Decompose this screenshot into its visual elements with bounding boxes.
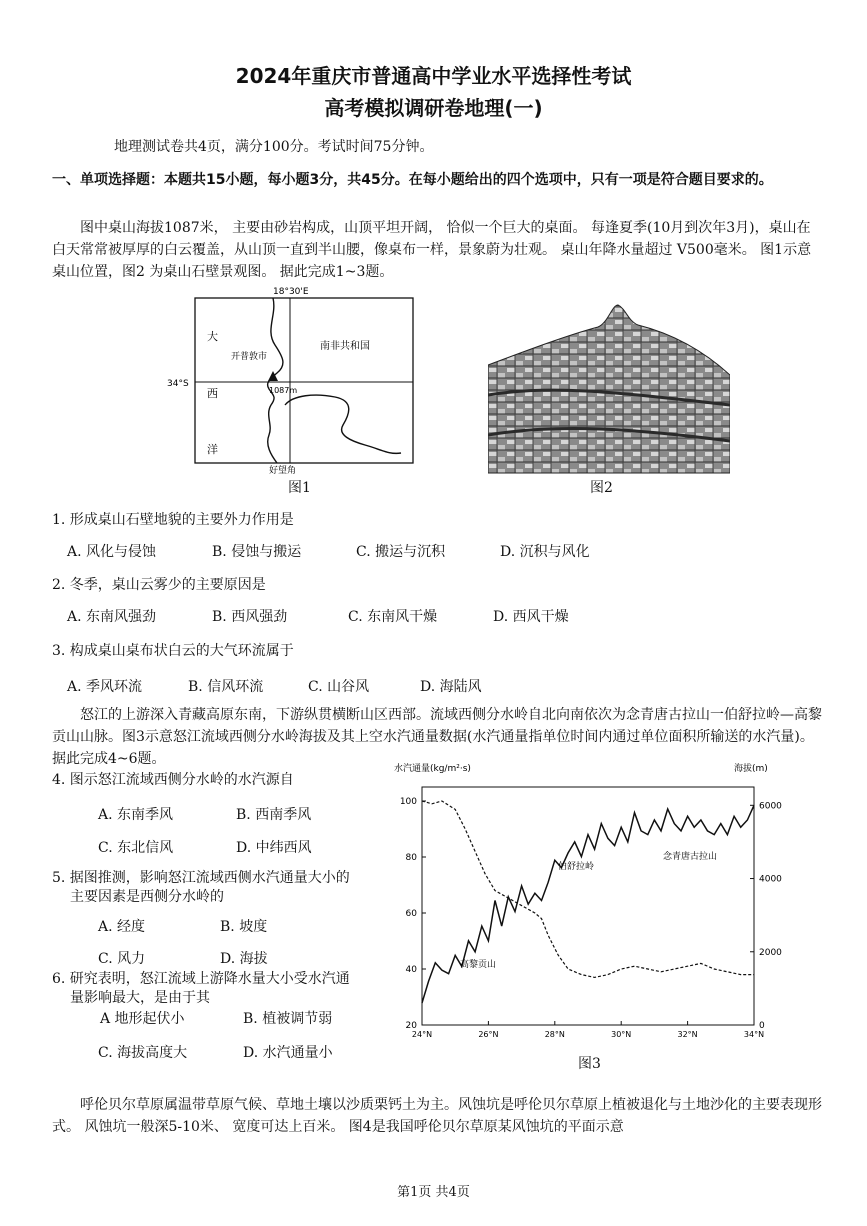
map-city-label: 开普敦市 bbox=[231, 352, 268, 362]
figure-2-caption: 图2 bbox=[590, 480, 613, 496]
map-ocean-char-3: 洋 bbox=[207, 443, 218, 456]
q3-option-d[interactable]: D. 海陆风 bbox=[420, 679, 482, 695]
q2-option-b[interactable]: B. 西风强劲 bbox=[212, 609, 288, 625]
series-elevation-line bbox=[422, 805, 754, 1003]
exam-title: 2024年重庆市普通高中学业水平选择性考试 bbox=[235, 64, 632, 88]
y-right-tick-label: 2000 bbox=[759, 947, 782, 958]
figure-1-caption: 图1 bbox=[288, 480, 311, 496]
chart-right-axis-label: 海拔(m) bbox=[734, 764, 768, 774]
y-left-tick-label: 20 bbox=[405, 1021, 417, 1031]
map-lat-label: 34°S bbox=[167, 379, 189, 389]
map-peak-label: 1087m bbox=[269, 386, 298, 395]
y-left-tick-label: 60 bbox=[405, 909, 417, 919]
annotation-boshula: 伯舒拉岭 bbox=[558, 862, 595, 872]
q1-option-d[interactable]: D. 沉积与风化 bbox=[500, 544, 590, 560]
q2-option-c[interactable]: C. 东南风干燥 bbox=[348, 609, 438, 625]
q5-option-b[interactable]: B. 坡度 bbox=[220, 919, 268, 935]
passage-table-mountain: 图中桌山海拔1087米， 主要由砂岩构成，山顶平坦开阔， 恰似一个巨大的桌面。 每逢夏季(10月到次年3月)，桌山在白天常常被厚厚的白云覆盖，从山顶一直到半山腰，像桌布一样，景象蔚为壮观。 桌山年降水量超过 V500毫米。 图1示意桌山位置，图2 为桌山石壁景观图。 据此完成1~3题。 bbox=[52, 220, 812, 280]
y-right-tick-label: 4000 bbox=[759, 874, 782, 885]
exam-intro: 地理测试卷共4页，满分100分。考试时间75分钟。 bbox=[114, 139, 434, 155]
x-tick-label: 34°N bbox=[743, 1030, 765, 1039]
exam-subtitle: 高考模拟调研卷地理(一) bbox=[324, 96, 543, 120]
q1-option-b[interactable]: B. 侵蚀与搬运 bbox=[212, 544, 302, 560]
question-4-stem: 4. 图示怒江流域西侧分水岭的水汽源自 bbox=[52, 772, 294, 788]
passage-hulunbuir: 呼伦贝尔草原属温带草原气候、草地土壤以沙质栗钙土为主。风蚀坑是呼伦贝尔草原上植被退化与土地沙化的主要表现形式。 风蚀坑一般深5-10米、 宽度可达上百米。 图4是我国呼伦贝尔草原某风蚀坑的平面示意 bbox=[52, 1097, 822, 1135]
question-5-stem-line2: 主要因素是西侧分水岭的 bbox=[70, 889, 224, 905]
q2-option-d[interactable]: D. 西风干燥 bbox=[493, 609, 569, 625]
q2-option-a[interactable]: A. 东南风强劲 bbox=[67, 609, 157, 625]
x-tick-label: 30°N bbox=[611, 1030, 632, 1039]
y-left-tick-label: 40 bbox=[405, 965, 417, 975]
map-country-label: 南非共和国 bbox=[320, 341, 370, 352]
x-tick-label: 28°N bbox=[544, 1030, 565, 1039]
annotation-gaoligongshan: 高黎贡山 bbox=[460, 960, 497, 970]
annotation-nyenchen-tanglha: 念青唐古拉山 bbox=[663, 852, 718, 862]
chart-left-axis-label: 水汽通量(kg/m²·s) bbox=[394, 764, 471, 774]
q4-option-c[interactable]: C. 东北信风 bbox=[98, 840, 174, 856]
figure-2-photo bbox=[488, 295, 730, 475]
question-3-stem: 3. 构成桌山桌布状白云的大气环流属于 bbox=[52, 643, 294, 659]
section-heading: 一、单项选择题：本题共15小题，每小题3分，共45分。在每小题给出的四个选项中，只有一项是符合题目要求的。 bbox=[52, 172, 773, 188]
x-tick-label: 26°N bbox=[478, 1030, 499, 1039]
map-ocean-char-2: 西 bbox=[207, 387, 218, 400]
y-left-tick-label: 80 bbox=[405, 853, 417, 863]
q3-option-b[interactable]: B. 信风环流 bbox=[188, 679, 264, 695]
question-1-stem: 1. 形成桌山石壁地貌的主要外力作用是 bbox=[52, 512, 294, 528]
q6-option-b[interactable]: B. 植被调节弱 bbox=[243, 1011, 333, 1027]
question-5-stem-line1: 5. 据图推测，影响怒江流域西侧水汽通量大小的 bbox=[52, 870, 350, 886]
y-left-tick-label: 100 bbox=[399, 797, 417, 807]
q3-option-a[interactable]: A. 季风环流 bbox=[67, 679, 143, 695]
q5-option-d[interactable]: D. 海拔 bbox=[220, 951, 268, 967]
flux-elevation-chart bbox=[388, 757, 808, 1052]
passage-nujiang: 怒江的上游深入青藏高原东南，下游纵贯横断山区西部。流域西侧分水岭自北向南依次为念青唐古拉山一伯舒拉岭—高黎贡山山脉。图3示意怒江流域西侧分水岭海拔及其上空水汽通量数据(水汽通量指单位时间内通过单位面积所输送的水汽量)。 据此完成4~6题。 bbox=[52, 707, 822, 767]
q6-option-d[interactable]: D. 水汽通量小 bbox=[243, 1045, 333, 1061]
figure-3-chart bbox=[388, 757, 808, 1052]
q4-option-b[interactable]: B. 西南季风 bbox=[236, 807, 312, 823]
map-cape-label: 好望角 bbox=[269, 466, 297, 476]
q1-option-c[interactable]: C. 搬运与沉积 bbox=[356, 544, 446, 560]
question-2-stem: 2. 冬季，桌山云雾少的主要原因是 bbox=[52, 577, 266, 593]
q5-option-a[interactable]: A. 经度 bbox=[98, 919, 146, 935]
figure-1-map bbox=[165, 285, 425, 495]
x-tick-label: 24°N bbox=[411, 1030, 433, 1039]
y-right-tick-label: 6000 bbox=[759, 801, 782, 812]
map-ocean-char-1: 大 bbox=[207, 330, 218, 343]
q6-option-c[interactable]: C. 海拔高度大 bbox=[98, 1045, 188, 1061]
page-footer: 第1页 共4页 bbox=[397, 1185, 470, 1200]
q4-option-a[interactable]: A. 东南季风 bbox=[98, 807, 174, 823]
map-lon-label: 18°30'E bbox=[273, 287, 309, 297]
q4-option-d[interactable]: D. 中纬西风 bbox=[236, 840, 312, 856]
question-6-stem-line1: 6. 研究表明，怒江流域上游降水量大小受水汽通 bbox=[52, 971, 350, 987]
q1-option-a[interactable]: A. 风化与侵蚀 bbox=[67, 544, 157, 560]
q6-option-a[interactable]: A 地形起伏小 bbox=[100, 1011, 185, 1027]
y-right-tick-label: 0 bbox=[759, 1021, 765, 1031]
q5-option-c[interactable]: C. 风力 bbox=[98, 951, 146, 967]
question-6-stem-line2: 量影响最大，是由于其 bbox=[70, 990, 210, 1006]
figure-3-caption: 图3 bbox=[578, 1056, 601, 1072]
chart-frame bbox=[422, 787, 754, 1025]
series-flux-line bbox=[422, 801, 754, 977]
q3-option-c[interactable]: C. 山谷风 bbox=[308, 679, 370, 695]
x-tick-label: 32°N bbox=[677, 1030, 698, 1039]
